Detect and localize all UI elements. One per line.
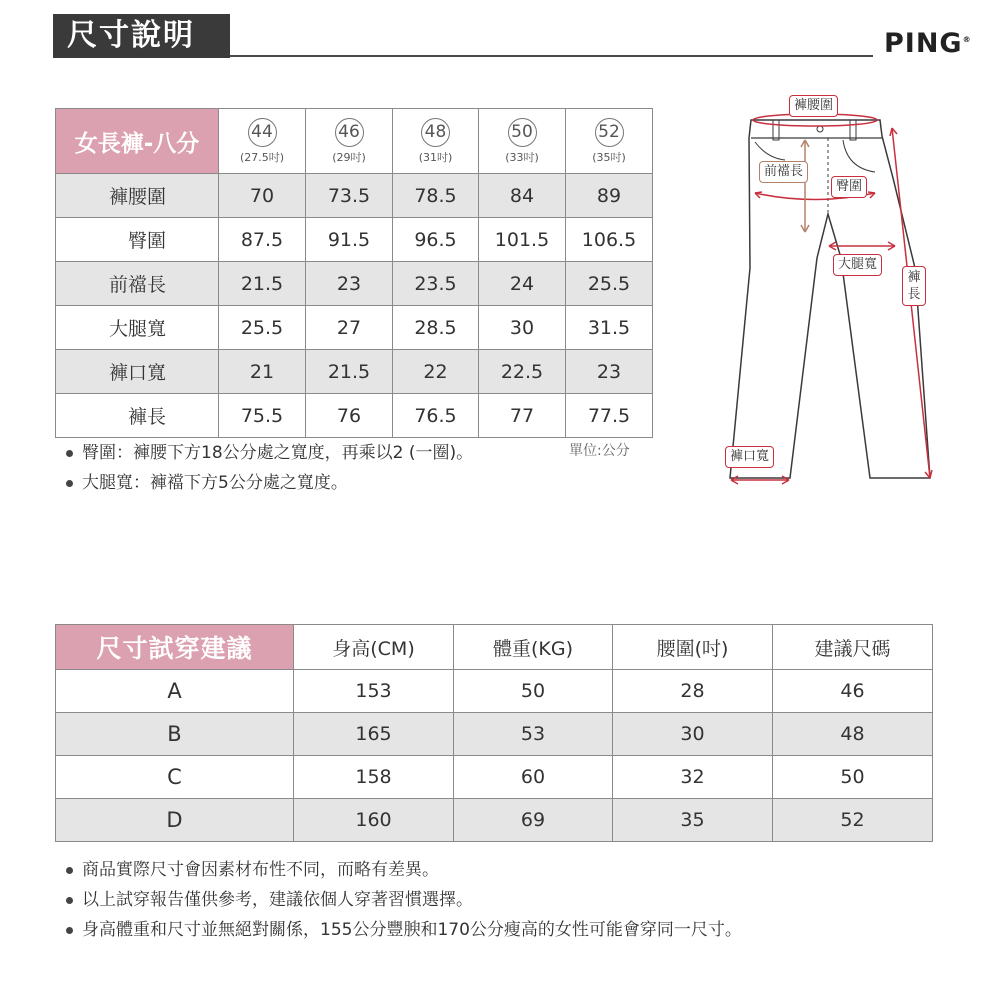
brand-registered-mark: ® bbox=[962, 35, 972, 44]
label-length: 褲長 bbox=[902, 266, 926, 306]
note-item: 身高體重和尺寸並無絕對關係，155公分豐腴和170公分瘦高的女性可能會穿同一尺寸。 bbox=[60, 915, 742, 945]
fit-table-title: 尺寸試穿建議 bbox=[56, 625, 294, 670]
header-divider bbox=[230, 55, 873, 57]
table-cell: 21.5 bbox=[219, 262, 306, 306]
table-cell: 24 bbox=[479, 262, 566, 306]
table-cell: 22.5 bbox=[479, 350, 566, 394]
row-label: 前襠長 bbox=[56, 262, 219, 306]
table-cell: 87.5 bbox=[219, 218, 306, 262]
size-header-cell bbox=[479, 109, 566, 174]
pants-measurement-diagram bbox=[725, 98, 945, 493]
size-inch: (33吋) bbox=[505, 150, 539, 164]
size-notes bbox=[60, 438, 473, 498]
table-cell: 21.5 bbox=[306, 350, 393, 394]
model-label: C bbox=[56, 756, 294, 799]
label-hip: 臀圍 bbox=[831, 176, 867, 198]
table-row bbox=[56, 262, 653, 306]
note-item: 臀圍：褲腰下方18公分處之寬度，再乘以2 (一圈)。 bbox=[60, 438, 473, 468]
model-label: B bbox=[56, 713, 294, 756]
table-cell: 101.5 bbox=[479, 218, 566, 262]
size-inch: (35吋) bbox=[592, 150, 626, 164]
note-item: 商品實際尺寸會因素材布性不同，而略有差異。 bbox=[60, 855, 742, 885]
table-row bbox=[56, 394, 653, 438]
table-cell: 158 bbox=[294, 756, 454, 799]
row-label: 褲口寬 bbox=[56, 350, 219, 394]
row-label: 臀圍 bbox=[56, 218, 219, 262]
page-title: 尺寸說明 bbox=[53, 14, 230, 58]
row-label: 大腿寬 bbox=[56, 306, 219, 350]
table-cell: 153 bbox=[294, 670, 454, 713]
size-inch: (31吋) bbox=[418, 150, 453, 164]
size-chart-table bbox=[55, 108, 653, 438]
row-label: 褲腰圍 bbox=[56, 174, 219, 218]
size-header-cell bbox=[306, 109, 393, 174]
table-cell: 60 bbox=[454, 756, 613, 799]
table-row bbox=[56, 174, 653, 218]
table-cell: 25.5 bbox=[566, 262, 653, 306]
fit-suggestion-table bbox=[55, 624, 933, 842]
table-cell: 28.5 bbox=[393, 306, 479, 350]
unit-note: 單位:公分 bbox=[569, 443, 630, 459]
row-label: 褲長 bbox=[56, 394, 219, 438]
table-cell: 30 bbox=[479, 306, 566, 350]
brand-name: PING bbox=[884, 28, 963, 59]
size-inch: (29吋) bbox=[332, 150, 366, 164]
label-rise: 前襠長 bbox=[759, 161, 808, 183]
table-cell: 165 bbox=[294, 713, 454, 756]
table-cell: 96.5 bbox=[393, 218, 479, 262]
table-row bbox=[56, 670, 933, 713]
size-number: 48 bbox=[421, 118, 450, 147]
table-cell: 84 bbox=[479, 174, 566, 218]
size-header-cell bbox=[393, 109, 479, 174]
size-header-cell bbox=[219, 109, 306, 174]
table-cell: 50 bbox=[773, 756, 933, 799]
size-number: 52 bbox=[595, 118, 624, 147]
table-cell: 75.5 bbox=[219, 394, 306, 438]
table-cell: 32 bbox=[613, 756, 773, 799]
table-row bbox=[56, 306, 653, 350]
table-cell: 76 bbox=[306, 394, 393, 438]
size-header-cell bbox=[566, 109, 653, 174]
size-number: 50 bbox=[508, 118, 537, 147]
table-cell: 89 bbox=[566, 174, 653, 218]
size-header-row bbox=[56, 109, 653, 174]
label-hem: 褲口寬 bbox=[725, 446, 774, 468]
size-inch: (27.5吋) bbox=[239, 150, 285, 164]
label-thigh: 大腿寬 bbox=[833, 254, 882, 276]
table-cell: 22 bbox=[393, 350, 479, 394]
brand-logo bbox=[884, 28, 972, 59]
disclaimer-notes bbox=[60, 855, 742, 945]
table-cell: 25.5 bbox=[219, 306, 306, 350]
table-cell: 77 bbox=[479, 394, 566, 438]
table-cell: 70 bbox=[219, 174, 306, 218]
table-cell: 30 bbox=[613, 713, 773, 756]
model-label: A bbox=[56, 670, 294, 713]
model-label: D bbox=[56, 799, 294, 842]
table-cell: 23 bbox=[306, 262, 393, 306]
label-waist: 褲腰圍 bbox=[789, 95, 838, 117]
size-number: 44 bbox=[248, 118, 277, 147]
column-header: 體重(KG) bbox=[454, 625, 613, 670]
note-item: 大腿寬：褲襠下方5公分處之寬度。 bbox=[60, 468, 473, 498]
table-cell: 69 bbox=[454, 799, 613, 842]
table-cell: 31.5 bbox=[566, 306, 653, 350]
column-header: 腰圍(吋) bbox=[613, 625, 773, 670]
note-item: 以上試穿報告僅供參考，建議依個人穿著習慣選擇。 bbox=[60, 885, 742, 915]
size-table-title: 女長褲-八分 bbox=[56, 109, 219, 174]
size-number: 46 bbox=[335, 118, 364, 147]
column-header: 建議尺碼 bbox=[773, 625, 933, 670]
table-cell: 53 bbox=[454, 713, 613, 756]
fit-header-row bbox=[56, 625, 933, 670]
table-cell: 52 bbox=[773, 799, 933, 842]
table-cell: 28 bbox=[613, 670, 773, 713]
table-cell: 48 bbox=[773, 713, 933, 756]
table-row bbox=[56, 218, 653, 262]
table-cell: 78.5 bbox=[393, 174, 479, 218]
table-row bbox=[56, 350, 653, 394]
table-cell: 76.5 bbox=[393, 394, 479, 438]
table-cell: 21 bbox=[219, 350, 306, 394]
table-cell: 50 bbox=[454, 670, 613, 713]
table-cell: 73.5 bbox=[306, 174, 393, 218]
table-row bbox=[56, 713, 933, 756]
table-cell: 46 bbox=[773, 670, 933, 713]
table-cell: 27 bbox=[306, 306, 393, 350]
table-cell: 77.5 bbox=[566, 394, 653, 438]
column-header: 身高(CM) bbox=[294, 625, 454, 670]
table-row bbox=[56, 756, 933, 799]
table-cell: 23 bbox=[566, 350, 653, 394]
table-cell: 35 bbox=[613, 799, 773, 842]
table-cell: 23.5 bbox=[393, 262, 479, 306]
table-row bbox=[56, 799, 933, 842]
table-cell: 106.5 bbox=[566, 218, 653, 262]
table-cell: 91.5 bbox=[306, 218, 393, 262]
table-cell: 160 bbox=[294, 799, 454, 842]
